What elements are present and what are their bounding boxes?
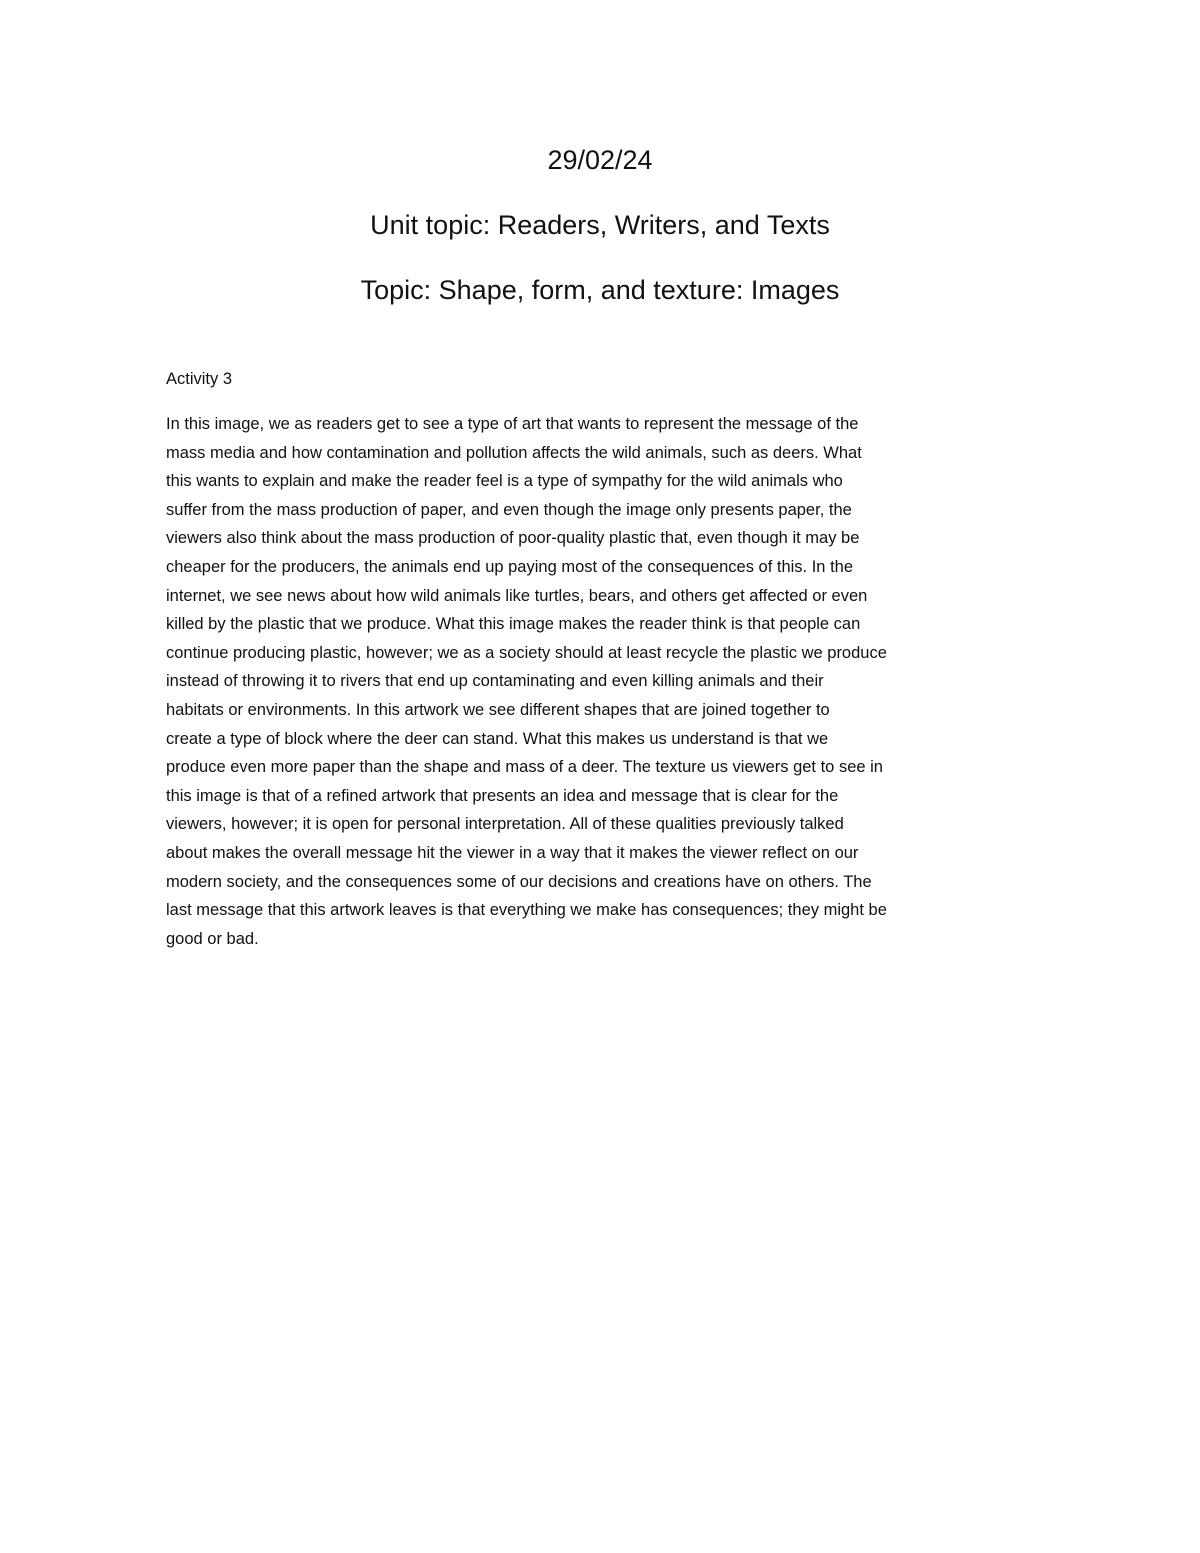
paragraph-line: produce even more paper than the shape and mass of a deer. The texture us viewers get to see in — [166, 758, 883, 777]
paragraph-line: killed by the plastic that we produce. What this image makes the reader think is that people can — [166, 615, 861, 634]
activity-label: Activity 3 — [166, 370, 233, 388]
paragraph-line: good or bad. — [166, 929, 259, 948]
body-paragraph — [166, 410, 1036, 953]
paragraph-line: mass media and how contamination and pollution affects the wild animals, such as deers. What — [166, 443, 862, 462]
paragraph-line: modern society, and the consequences some of our decisions and creations have on others. The — [166, 872, 872, 891]
paragraph-line: this wants to explain and make the reader feel is a type of sympathy for the wild animals who — [166, 472, 843, 491]
paragraph-line: In this image, we as readers get to see a type of art that wants to represent the message of the — [166, 415, 859, 433]
paragraph-line: last message that this artwork leaves is that everything we make has consequences; they might be — [166, 901, 887, 920]
paragraph-line: viewers, however; it is open for personal interpretation. All of these qualities previously talked — [166, 815, 844, 834]
paragraph-line: instead of throwing it to rivers that end up contaminating and even killing animals and their — [166, 672, 824, 691]
paragraph-line: suffer from the mass production of paper, and even though the image only presents paper, the — [166, 500, 852, 519]
paragraph-line: continue producing plastic, however; we as a society should at least recycle the plastic we produce — [166, 643, 887, 662]
paragraph-line: habitats or environments. In this artwork we see different shapes that are joined together to — [166, 700, 830, 719]
paragraph-line: this image is that of a refined artwork that presents an idea and message that is clear for the — [166, 786, 839, 805]
paragraph-line: about makes the overall message hit the viewer in a way that it makes the viewer reflect on our — [166, 843, 859, 862]
unit-topic-heading: Unit topic: Readers, Writers, and Texts — [370, 210, 830, 240]
paragraph-line: cheaper for the producers, the animals end up paying most of the consequences of this. In the — [166, 557, 854, 576]
paragraph-line: viewers also think about the mass production of poor-quality plastic that, even though it may be — [166, 529, 860, 548]
document-date: 29/02/24 — [547, 145, 653, 175]
topic-heading: Topic: Shape, form, and texture: Images — [360, 275, 840, 305]
paragraph-line: internet, we see news about how wild animals like turtles, bears, and others get affected or even — [166, 586, 868, 605]
paragraph-line: create a type of block where the deer can stand. What this makes us understand is that we — [166, 729, 829, 748]
